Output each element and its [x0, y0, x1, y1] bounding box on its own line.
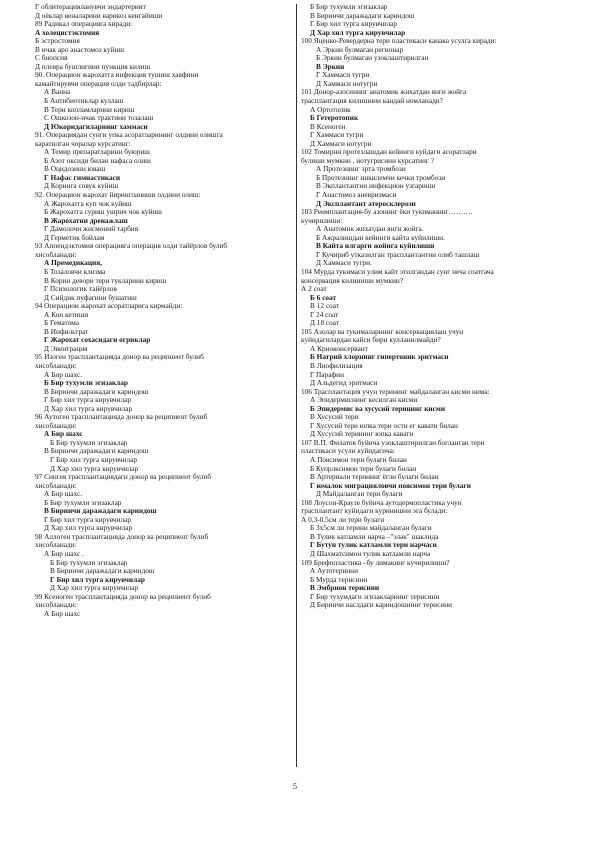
text-line: А Эркин булмаган регионар — [316, 45, 404, 54]
text-line: Б Бир тухумли эгизаклар — [50, 438, 128, 447]
text-line: Б Бир тухумли эгизаклар — [44, 379, 128, 388]
text-line: 103 Реимплантация-бу азонинг ёки тукиманинг………. — [301, 208, 473, 217]
text-line: С Ошкозон-ичак трактини тозалаш — [44, 114, 154, 123]
text-line: Д Хар хил турга кирувчилар — [50, 584, 139, 593]
text-line: 101 Донор-азосининг анатомик жихатдан янги жойга — [301, 88, 467, 97]
text-line: В Эркин — [316, 62, 345, 71]
text-line: Д Биринчи наслдаги кариндошнинг терисини — [310, 601, 453, 610]
text-line: Д Эвентрация — [44, 344, 88, 353]
text-line: А 0,3-0.5см ли тери булаги — [301, 515, 385, 524]
text-line: булиши мумкин , нотугрисини курсатинг ? — [301, 156, 434, 165]
text-line: Б Гетеротопик — [310, 114, 359, 123]
text-line: А Поясимон тери булаги билан — [310, 455, 407, 464]
text-line: Б Гематома — [44, 319, 79, 328]
text-line: В Лиофилизация — [310, 361, 363, 370]
text-line: Д Хаммаси нотугри — [310, 139, 372, 148]
text-line: Б Бир тухумли эгизаклар — [50, 558, 128, 567]
text-line: А Ортотопик — [310, 105, 351, 114]
text-line: Г Парафин — [310, 370, 344, 379]
text-line: Д 18 соат — [310, 319, 340, 328]
text-line: кучирилиши: — [301, 216, 343, 225]
text-line: Д Герметик бойлам — [44, 233, 105, 242]
text-line: Г Бир хил турга кирувчилар — [50, 575, 145, 584]
text-line: Д Хусусий терининг юпка кавати — [310, 430, 414, 439]
text-line: Б Натрий хлорнинг гипертоник эритмаси — [310, 353, 449, 362]
left-column — [35, 3, 291, 618]
text-line: В 12 соат — [310, 302, 339, 311]
text-line: А Бир шахс — [44, 609, 81, 618]
text-line: Г Бир хил турга кирувчилар — [44, 396, 131, 405]
text-line: В Артериали терининг ёгли булаги билан — [310, 473, 439, 482]
text-line: 91. Операциядан сунги упка асоратларининг олдини олишга — [35, 131, 223, 140]
text-line: Г Хаммаси тугри — [310, 131, 364, 140]
text-line: 90. Операцион жарохатга инфекция тушиш хавфини — [35, 71, 199, 80]
text-line: 95 Изоген трасплантацияда донор ва реципиент булиб — [35, 353, 204, 362]
text-line: хисобланади: — [35, 421, 77, 430]
text-line: А Жарохатга куп чок куйиш — [44, 199, 132, 208]
text-line: Д Хар хил турга кирувчилар — [310, 28, 406, 37]
text-line: А Кон кетиши — [44, 310, 89, 319]
text-line: Б Тозаловчи клизма — [44, 267, 106, 276]
text-line: А Ванна — [44, 88, 71, 97]
text-line: В Биринчи даражадаги кариндош — [44, 447, 149, 456]
text-line: Г Бир тухумдаги эгизакларнинг терисини — [310, 592, 440, 601]
text-line: В Тери копламларини кириш — [44, 105, 135, 114]
text-line: А Эпидермиснинг кесилган кисми — [310, 396, 418, 405]
text-line: 108 Лоусон-Краузе буйича аутодермопластика учун — [301, 498, 462, 507]
text-line: Б Протезнинг инкилемчи кечки тромбози — [316, 173, 446, 182]
text-line: Д Хар хил турга кирувчилар — [44, 404, 133, 413]
text-line: Д Хар хил турга кирувчилар — [50, 464, 139, 473]
text-line: 94 Операцион жарохат асоратларига кирмайди: — [35, 302, 183, 311]
text-line: А Бир шахс. — [44, 370, 83, 379]
text-line: Д Майдаланган тери булаги — [316, 490, 403, 499]
text-line: А Бир шахс — [44, 430, 83, 439]
text-line: 104 Мурда тукимаси улим кайт этилгандан сунг неча соатгача — [301, 267, 494, 276]
text-line: Г Нафас гимнастикаси — [44, 173, 121, 182]
text-line: Г Бир хил турга кирувчилар — [50, 455, 137, 464]
text-line: Д Юкоридагиларнинг хаммаси — [44, 122, 148, 131]
text-line: С биопсия — [35, 54, 68, 63]
text-line: пластикаси усули куйидагича: — [301, 447, 395, 456]
text-line: 105 Азолар ва тукималарнинг консервациялаш учун — [301, 327, 464, 336]
text-line: В Оцидозини юваш — [44, 165, 106, 174]
text-line: Г юмалок миграцияловчи поясимон тери булаги — [310, 481, 471, 490]
text-line: Г Бутун тулик катламли тери нарчаси — [310, 541, 437, 550]
page-number: 5 — [293, 782, 297, 791]
text-line: Б Бир тухумли эгизаклар — [44, 498, 122, 507]
text-line: Д Шахматсимон тулик катламли нарча — [310, 550, 431, 558]
text-line: А Анатомик жихатдан янги жойга. — [316, 225, 424, 234]
text-line: А Бир шахс. — [44, 490, 83, 499]
text-line: А Криоконсервант — [310, 344, 368, 353]
text-line: 109 Брефопластика –бу лимакинг кучирилиши? — [301, 558, 450, 567]
text-line: куйидагилардан кайси бири кулланилмайди? — [301, 336, 441, 345]
text-line: хисобланади: — [35, 361, 77, 370]
text-line: В Инфильтрат — [44, 327, 89, 336]
text-line: 98 Аллоген трасплантацияда донор ва реципиент булиб — [35, 532, 209, 541]
text-line: А Протезнинг эрта тромбози — [316, 165, 406, 174]
text-line: Д Сийдик пуфагини бушатиш — [44, 293, 137, 302]
right-column — [301, 3, 563, 610]
text-line: 93 Аппендэктомия операцияга операция олди тайёрлов булиб — [35, 242, 228, 251]
text-line: А холецистэктомия — [35, 28, 100, 37]
text-line: В Биринчи даражадаги кариндош — [310, 11, 415, 20]
text-line: Б 6 соат — [310, 293, 337, 302]
text-line: В Биринчи даражадаги кариндош — [44, 387, 149, 396]
text-line: В Корин девори тери тукларини кириш — [44, 276, 167, 285]
text-line: Г Анастомоз аневризмаси — [316, 191, 397, 200]
text-line: Б Жарохатга суриш ушрич чок куйиш — [44, 208, 162, 217]
text-line: Г 24 соат — [310, 310, 339, 319]
text-line: Г Хаммаси тугри — [316, 71, 370, 80]
text-line: А 2 соат — [301, 285, 327, 294]
text-line: хисобланади: — [35, 601, 77, 610]
text-line: Б Эркин булмаган узоклаштирилган — [316, 54, 429, 63]
text-line: Б эстростомия — [35, 37, 80, 46]
text-line: хисобланади: — [35, 250, 77, 259]
text-line: Д Хар хил турга кирувчилар — [44, 524, 133, 533]
text-line: Г Хусусий тери юпка тери ости ег кавати билан — [310, 421, 458, 430]
text-line: Б Азот оксиди билан нафаса олиш — [44, 156, 151, 165]
text-line: В Жарохатни дренажлаш — [44, 216, 128, 225]
text-line: 97 Сингея трасплантациядаги донор ва реципиент булиб — [35, 473, 212, 482]
text-line: хисобланади: — [35, 541, 77, 550]
text-line: Г Бир хил турга кирувчилар — [310, 20, 397, 29]
text-line: 102 Томирни протезлашдан кейинги куйдаги асоратлари — [301, 148, 477, 157]
text-line: Г Дамолочи жисмоний тарбия — [44, 225, 139, 234]
text-line: 100 Яценко-Ревердерна тери пластикаси канака усулга киради: — [301, 37, 497, 46]
text-line: Г облитерацияланувчи эндартериит — [35, 3, 146, 11]
text-line: А Аутотеринни — [310, 567, 358, 576]
text-line: Д Альдегид эритмаси — [310, 379, 378, 388]
text-line: Д Эксплантант атеросклерози — [316, 199, 416, 208]
column-divider — [296, 4, 297, 767]
text-line: консервация килиниши мумкин? — [301, 276, 404, 285]
text-line: В Экплантантни инфекцион узгариши — [316, 182, 436, 191]
text-line: А Темир препаратларини буюриш — [44, 148, 150, 157]
text-line: В Хусусий тери — [310, 413, 359, 422]
text-line: В Биринчи даражадаги кариндош — [44, 507, 157, 516]
text-line: Г Психологик тайёрлов — [44, 285, 117, 294]
text-line: 107 В.П. Филатов буйича узоклаштирилган богланган тери — [301, 438, 485, 447]
text-line: 106 Трасплантация учун терининг майдаланган кисми нима: — [301, 387, 490, 396]
text-line: Д Хаммаси тугри. — [316, 259, 372, 268]
text-line: Г Бир хил турга кирувчилар — [44, 515, 131, 524]
text-line: В ичак аро анастомоз куйиш — [35, 45, 124, 54]
text-line: Б Эпидермис ва хусусий терининг кисми — [310, 404, 446, 413]
text-line: Д Коринга совук куйиш — [44, 182, 119, 191]
text-line: Г Жарохат сохасидаги огриклар — [44, 336, 151, 345]
text-line: трасплантация килишини кандай номланади? — [301, 97, 443, 106]
text-line: камайтирувчи операция олди тадбирлар: — [35, 79, 162, 88]
text-line: В Кайта илгарги жойига куйилиши — [316, 242, 435, 251]
text-line: Б Бир тухумли эгизаклар — [310, 3, 388, 11]
text-line: 92. Операцион жарохат йирингланиши олдини олиш: — [35, 191, 201, 200]
text-line: А Бир шахс . — [44, 550, 84, 558]
text-line: А Премедикация, — [44, 259, 102, 268]
text-line: Д плевра бушлигини пункция килиш — [35, 62, 151, 71]
text-line: В Ксеноген — [310, 122, 346, 131]
text-line: Д Хаммаси нотугри — [316, 79, 378, 88]
text-line: В Биринчи даражадаги кариндош — [50, 567, 155, 576]
text-line: каратилган чоралар курсатинг: — [35, 139, 131, 148]
text-line: трасплантант куйидаги куринишни эга булади: — [301, 507, 448, 516]
text-line: В Тулик катламли нарча –"элак" шаклида — [310, 532, 439, 541]
text-line: В Эмбрион терисини — [310, 584, 380, 593]
text-line: Б Антибиотиклар куллаш — [44, 97, 124, 106]
text-line: 96 Аутоген трасплантацияда донор ва реципиент булиб — [35, 413, 208, 422]
text-line: Д оёклар веналарини варикоз кенгайиши — [35, 11, 163, 20]
text-line: Б 3х5см ли терини майдаланган булаги — [310, 524, 432, 533]
text-line: Б Купрлксимон тери булаги билан — [310, 464, 417, 473]
text-line: 89 Радикал операцияга киради: — [35, 20, 133, 29]
text-line: хисобланади: — [35, 481, 77, 490]
text-line: Б Мурда терисини — [310, 575, 368, 584]
text-line: Б Ажралишдан кейинги кайта куйилиши. — [316, 233, 445, 242]
text-line: Г Кучириб утказилган трасплантантни олиб ташлаш — [316, 250, 480, 259]
text-line: 99 Ксеноген трасплантацияда донор ва реципиент булиб — [35, 592, 211, 601]
